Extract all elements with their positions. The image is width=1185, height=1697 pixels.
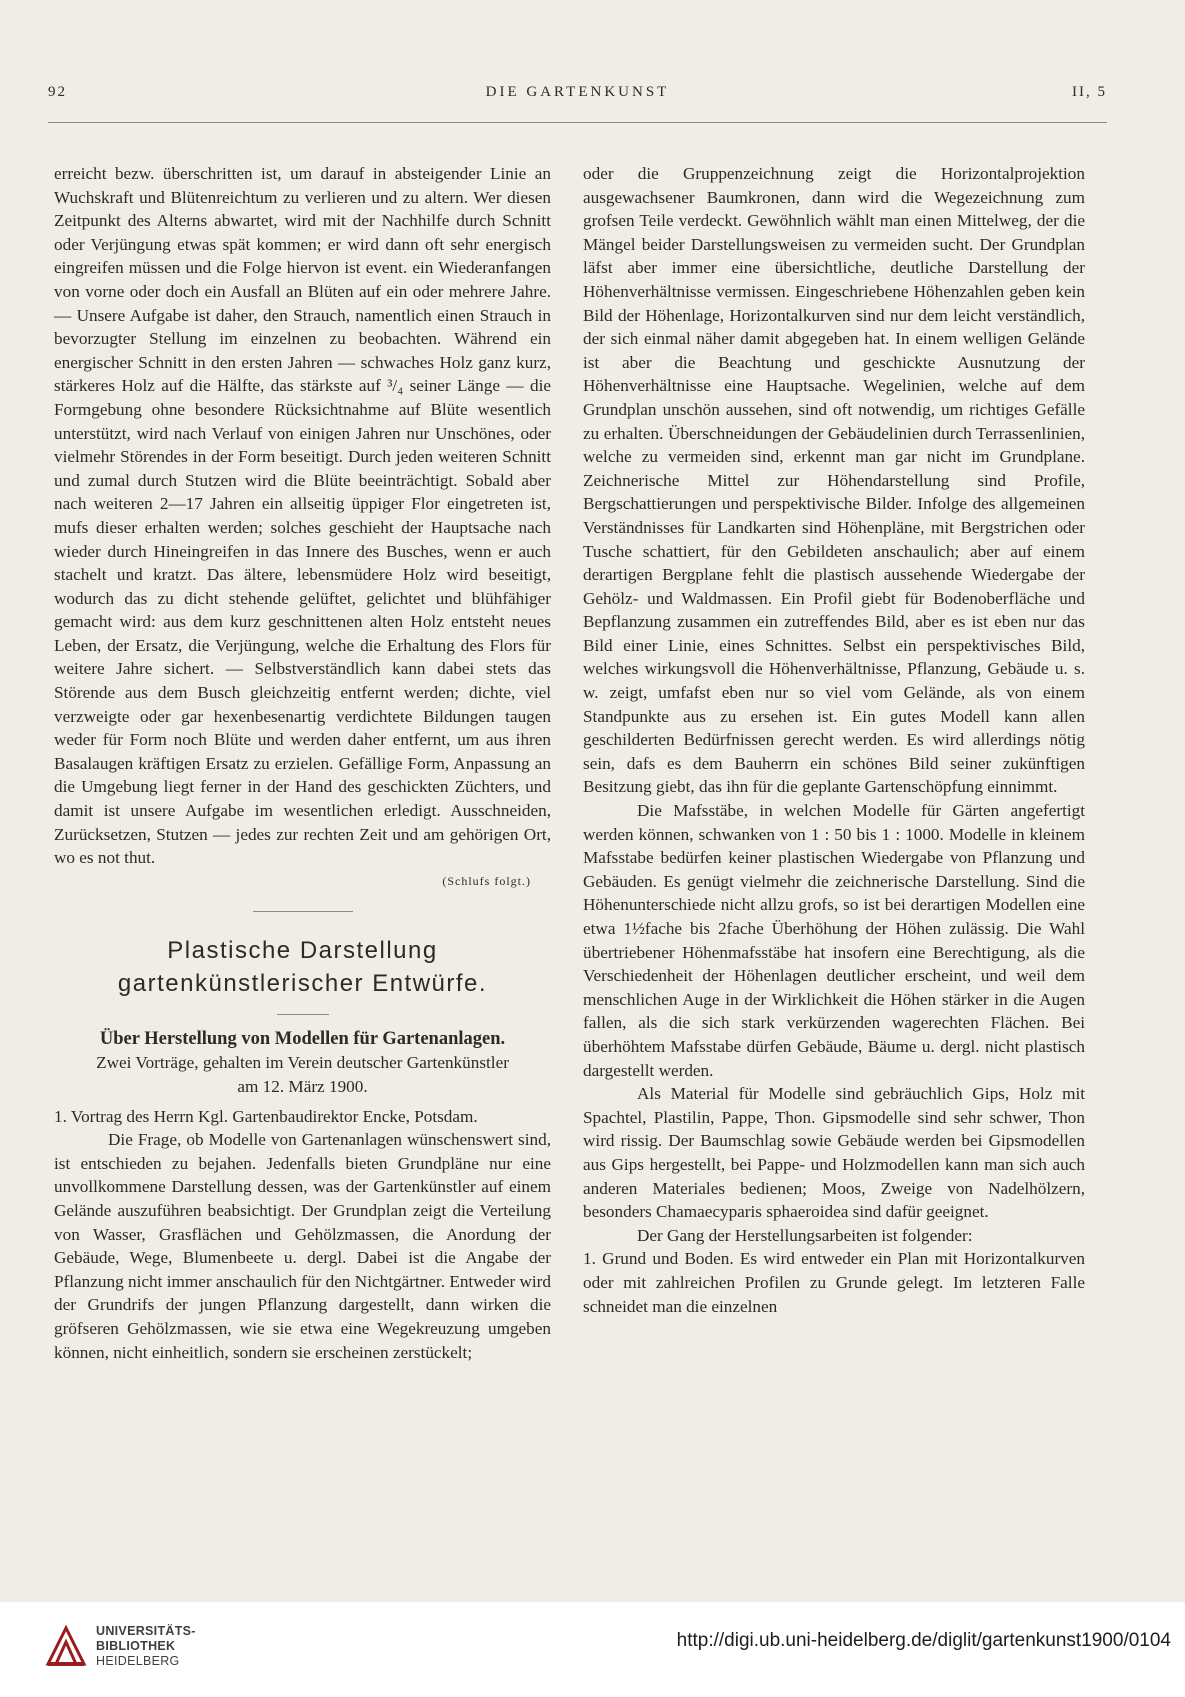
right-paragraph-5: 1. Grund und Boden. Es wird entweder ein Plan mit Horizontalkurven oder mit zahlreichen Profilen zu Grunde gelegt. Im letzteren Falle schneidet man die einzelnen [583, 1249, 1085, 1316]
subtitle-note-line-2: am 12. März 1900. [237, 1077, 368, 1096]
right-paragraph-2: Die Mafsstäbe, in welchen Modelle für Gärten angefertigt werden können, schwanken von 1 : 50 bis 1 : 1000. Modelle in kleinem Mafsstabe bedürfen keiner plastischen Wiedergabe von Pflanzung und Gebäuden. Es genügt vielmehr die zeichnerische Darstellung. Sind die Höhenunterschiede nicht allzu grofs, so ist bei derartigen Modellen eine etwa 1½fache bis 2fache Überhöhung der Höhen zulässig. Die Wahl übertriebener Höhenmafsstäbe hat insofern eine Berechtigung, als die Verschiedenheit der Höhenlagen deutlicher erscheint, und weil dem menschlichen Auge in der Wirklichkeit die Höhen stärker in die Augen fallen, als die sich stark verkürzenden wagerechten Flächen. Bei überhöhtem Mafsstabe dürfen Gebäude, Bäume u. dergl. nicht plastisch dargestellt werden. [583, 801, 1085, 1080]
right-paragraph-1: oder die Gruppenzeichnung zeigt die Horizontalprojektion ausgewachsener Baumkronen, dann wird die Wegezeichnung zum grofsen Teile verdeckt. Gewöhnlich wählt man einen Mittelweg, der die Mängel beider Darstellungsweisen zu vermeiden sucht. Der Grundplan läfst aber immer eine übersichtliche, deutliche Darstellung der Höhenverhältnisse vermissen. Eingeschriebene Höhenzahlen geben kein Bild der Höhenlage, Horizontalkurven sind nur dem leicht verständlich, der sich einmal näher damit abgegeben hat. In einem welligen Gelände ist aber die Beachtung und geschickte Ausnutzung der Höhenverhältnisse eine Hauptsache. Wegelinien, welche auf dem Grundplan unschön aussehen, sind oft notwendig, um richtiges Gefälle zu erhalten. Überschneidungen der Gebäudelinien durch Terrassenlinien, welche zu vermeiden sind, erkennt man gar nicht im Grundplane. Zeichnerische Mittel zur Höhendarstellung sind Profile, Bergschattierungen und perspektivische Bilder. Infolge des allgemeinen Verständnisses für Landkarten sind Höhenpläne, mit Bergstrichen oder Tusche schattiert, für den Gebildeten anschaulich; aber auf einem derartigen Bergplane fehlt die plastisch aussehende Wiedergabe der Gehölz- und Waldmassen. Ein Profil giebt für Bodenoberfläche und Bepflanzung zusammen ein zutreffendes Bild, aber es ist eben nur das Bild einer Linie, eines Schnittes. Selbst ein perspektivisches Bild, welches wirkungsvoll die Höhenverhältnisse, Pflanzung, Gebäude u. s. w. zeigt, umfafst eben nur so viel vom Gelände, als von einem Standpunkte aus zu ersehen ist. Ein gutes Modell kann allen geschilderten Bedürfnissen gerecht werden. Es wird allerdings nötig sein, dafs es dem Bauherrn ein schönes Bild seiner zukünftigen Besitzung giebt, das ihn für die geplante Gartenschöpfung einnimmt. [583, 164, 1085, 797]
source-url-link[interactable]: http://digi.ub.uni-heidelberg.de/diglit/gartenkunst1900/0104 [676, 1630, 1171, 1651]
section-title-line-1: Plastische Darstellung [167, 937, 438, 965]
journal-title: DIE GARTENKUNST [485, 84, 670, 100]
volume-issue: II, 5 [1072, 84, 1107, 100]
left-paragraph-1: erreicht bezw. überschritten ist, um darauf in absteigender Linie an Wuchskraft und Blütenreichtum zu verlieren und zu altern. Wer diesen Zeitpunkt des Alterns abwartet, wird mit der Nachhilfe durch Schnitt oder Verjüngung etwas spät kommen; er wird dann oft sehr energisch eingreifen müssen und die Folge hiervon ist event. ein Wiederanfangen von vorne oder doch ein Ausfall an Blüten auf ein oder mehrere Jahre. — Unsere Aufgabe ist daher, den Strauch, namentlich einen Strauch in bevorzugter Stellung im einzelnen zu beobachten. Während ein energischer Schnitt in den ersten Jahren — schwaches Holz ganz kurz, stärkeres Holz auf die Hälfte, das stärkste auf ³/₄ seiner Länge — die Formgebung ohne besondere Rücksichtnahme auf Blüte wesentlich unterstützt, wird nach Verlauf von einigen Jahren nur Unschönes, oder vielmehr Störendes in der Form beseitigt. Durch jeden weiteren Schnitt und zumal durch Stutzen wird die Blüte beeinträchtigt. Sobald aber nach weiteren 2—17 Jahren ein allseitig üppiger Flor eingetreten ist, mufs dieser erhalten werden; solches geschieht der Hauptsache nach wieder durch Hineingreifen in das Innere des Busches, wenn er auch stachelt und kratzt. Das ältere, lebensmüdere Holz wird beseitigt, wodurch das zu dicht stehende gelüftet, gelichtet und blühfähiger gemacht wird: aus dem kurz geschnittenen alten Holz entsteht neues Leben, der Ersatz, die Verjüngung, welche die Erhaltung des Flors für weitere Jahre sichert. — Selbstverständlich kann dabei stets das Störende aus dem Busch gleichzeitig entfernt werden; dichte, viel verzweigte oder gar hexenbesenartig verdichtete Bildungen taugen weder für Form noch Blüte und werden daher entfernt, um aus ihren Basalaugen kräftigen Ersatz zu erzielen. Gefällige Form, Anpassung an die Umgebung liegt ferner in der Hand des geschickten Züchters, und damit ist unsere Aufgabe im wesentlichen erledigt. Ausschneiden, Zurücksetzen, Stutzen — jedes zur rechten Zeit und am gehörigen Ort, wo es not thut. [54, 164, 551, 868]
library-name [96, 1624, 196, 1669]
page-header [48, 84, 1107, 108]
subtitle: Über Herstellung von Modellen für Gartenanlagen. [99, 1029, 506, 1050]
right-paragraph-4: Der Gang der Herstellungsarbeiten ist folgender: [637, 1225, 973, 1245]
lecture-line: 1. Vortrag des Herrn Kgl. Gartenbaudirektor Encke, Potsdam. [54, 1106, 478, 1126]
library-name-line-3: HEIDELBERG [96, 1654, 180, 1668]
subtitle-note-line-1: Zwei Vorträge, gehalten im Verein deutscher Gartenkünstler [96, 1053, 509, 1073]
library-name-line-2: BIBLIOTHEK [96, 1639, 176, 1653]
library-name-line-1: UNIVERSITÄTS- [96, 1624, 196, 1638]
header-divider [48, 122, 1107, 123]
page-number: 92 [48, 84, 67, 100]
digitization-footer [0, 1602, 1185, 1697]
right-column [583, 162, 1085, 1318]
left-paragraph-2: Die Frage, ob Modelle von Gartenanlagen wünschenswert sind, ist entschieden zu bejahen. Jedenfalls bieten Grundpläne nur eine unvollkommene Darstellung dessen, was der Gartenkünstler auf einem Gelände auszuführen beabsichtigt. Der Grundplan zeigt die Verteilung von Wasser, Grasflächen und Gehölzmassen, die Anordung der Gebäude, Wege, Blumenbeete u. dergl. Dabei ist die Angabe der Pflanzung nicht immer anschaulich für den Nichtgärtner. Entweder wird der Grundrifs der jungen Pflanzung dargestellt, dann wirken die gröfseren Gehölzmassen, wie sie etwa eine Wegekreuzung umgeben können, nicht einheitlich, sondern sie erscheinen zerstückelt; [54, 1130, 551, 1362]
right-paragraph-3: Als Material für Modelle sind gebräuchlich Gips, Holz mit Spachtel, Plastilin, Pappe, Thon. Gipsmodelle sind sehr schwer, Thon wird rissig. Der Baumschlag sowie Gebäude werden bei Gipsmodellen aus Gips hergestellt, bei Pappe- und Holzmodellen kann man sich auch anderen Materiales bedienen; Moos, Zweige von Nadelhölzern, besonders Chamaecyparis sphaeroidea sind dafür geeignet. [583, 1084, 1085, 1222]
continued-note: (Schlufs folgt.) [442, 873, 531, 888]
title-divider [277, 1014, 329, 1015]
article-divider [253, 911, 353, 912]
section-title-line-2: gartenkünstlerischer Entwürfe. [117, 970, 488, 998]
university-seal-icon [44, 1624, 88, 1668]
left-column [54, 162, 551, 1364]
